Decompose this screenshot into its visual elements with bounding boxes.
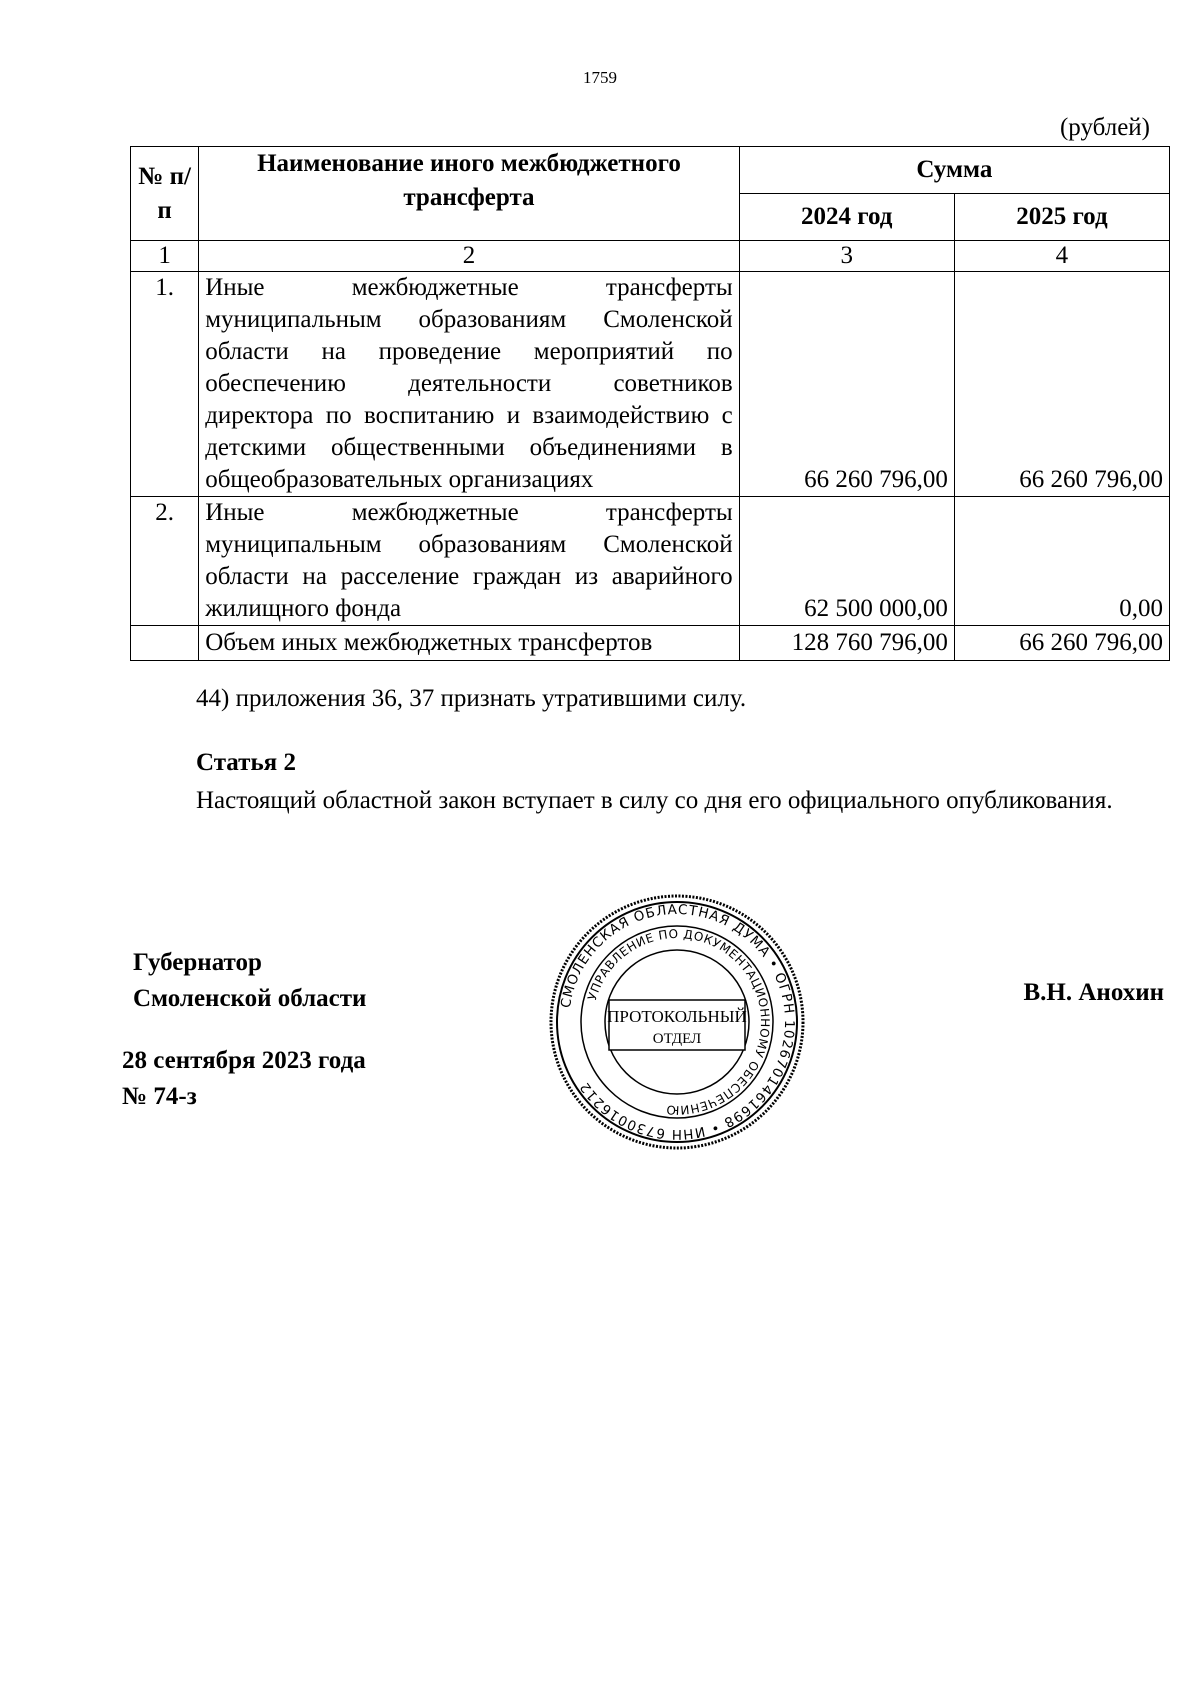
column-number: 4 xyxy=(954,241,1169,272)
header-sum: Сумма xyxy=(739,147,1169,194)
total-amount-2025: 66 260 796,00 xyxy=(954,626,1169,661)
signatory-title-line2: Смоленской области xyxy=(133,985,367,1012)
table-row xyxy=(131,497,1170,626)
header-name: Наименование иного межбюджетного трансферта xyxy=(199,147,739,241)
stamp-inner-text: УПРАВЛЕНИЕ ПО ДОКУМЕНТАЦИОННОМУ ОБЕСПЕЧЕНИЮ xyxy=(585,926,773,1118)
column-number: 1 xyxy=(131,241,199,272)
row-name: Иные межбюджетные трансферты муниципальным образованиям Смоленской области на расселение граждан из аварийного жилищного фонда xyxy=(199,497,739,626)
total-label: Объем иных межбюджетных трансфертов xyxy=(199,626,739,661)
header-number: № п/п xyxy=(131,147,199,241)
stamp-center-line1: ПРОТОКОЛЬНЫЙ xyxy=(607,1007,747,1026)
paragraph-44: 44) приложения 36, 37 признать утратившими силу. xyxy=(196,685,747,712)
row-amount-2024: 62 500 000,00 xyxy=(739,497,954,626)
transfers-table xyxy=(130,146,1170,661)
article-title: Статья 2 xyxy=(196,749,296,776)
row-name: Иные межбюджетные трансферты муниципальным образованиям Смоленской области на проведение мероприятий по обеспечению деятельности советников директора по воспитанию и взаимодействию с детскими общественными объединениями в общеобразовательных организациях xyxy=(199,272,739,497)
article-text: Настоящий областной закон вступает в силу со дня его официального опубликования. xyxy=(196,787,1113,814)
column-number: 3 xyxy=(739,241,954,272)
stamp-outer-text: СМОЛЕНСКАЯ ОБЛАСТНАЯ ДУМА • ОГРН 1026701461698 • ИНН 6730016212 xyxy=(557,901,798,1143)
total-number-empty xyxy=(131,626,199,661)
row-amount-2025: 66 260 796,00 xyxy=(954,272,1169,497)
row-amount-2025: 0,00 xyxy=(954,497,1169,626)
signatory-title xyxy=(133,945,366,1017)
law-date: 28 сентября 2023 года xyxy=(122,1047,366,1074)
total-row xyxy=(131,626,1170,661)
page-number: 1759 xyxy=(583,68,617,87)
law-date-number xyxy=(122,1043,366,1115)
column-number: 2 xyxy=(199,241,739,272)
official-stamp xyxy=(547,892,807,1152)
signatory-name: В.Н. Анохин xyxy=(1023,979,1164,1006)
total-amount-2024: 128 760 796,00 xyxy=(739,626,954,661)
units-label: (рублей) xyxy=(1059,114,1150,141)
signatory-title-line1: Губернатор xyxy=(133,949,262,976)
row-number: 2. xyxy=(131,497,199,626)
column-numbers-row xyxy=(131,241,1170,272)
stamp-center-line2: ОТДЕЛ xyxy=(652,1031,702,1047)
row-amount-2024: 66 260 796,00 xyxy=(739,272,954,497)
row-number: 1. xyxy=(131,272,199,497)
header-year-2025: 2025 год xyxy=(954,194,1169,241)
stamp-graphic xyxy=(547,892,807,1152)
table-row xyxy=(131,272,1170,497)
law-number: № 74-з xyxy=(122,1083,197,1110)
header-year-2024: 2024 год xyxy=(739,194,954,241)
